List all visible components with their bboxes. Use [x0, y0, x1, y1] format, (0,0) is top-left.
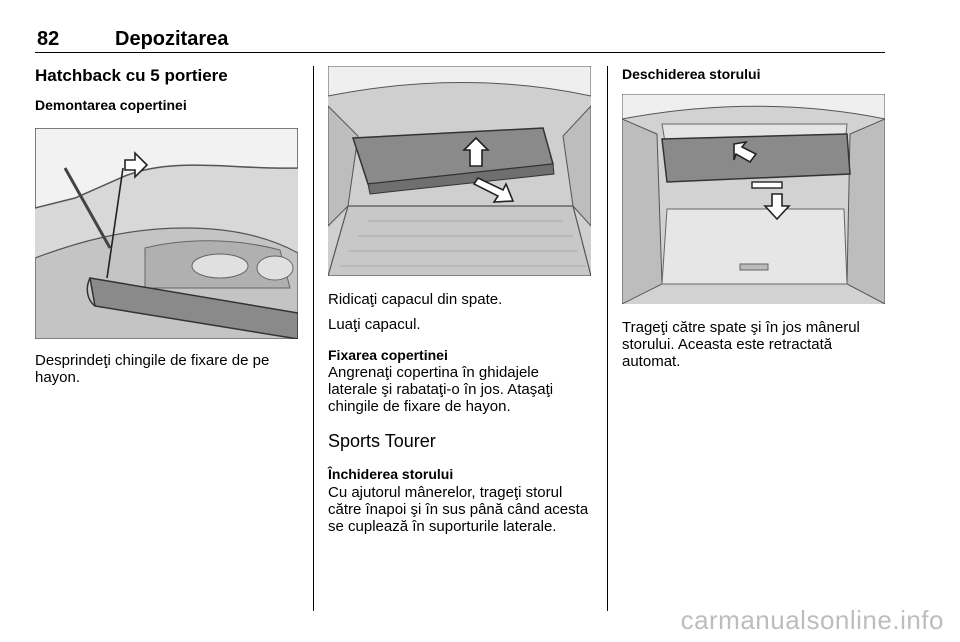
subsection-title-remove-cover: Demontarea copertinei [35, 97, 187, 113]
section-title-hatchback: Hatchback cu 5 portiere [35, 66, 228, 85]
instruction-lift-cover: Ridicaţi capacul din spate. [328, 291, 503, 308]
watermark[interactable]: carmanualsonline.info [680, 605, 944, 635]
instruction-take-cover: Luaţi capacul. [328, 316, 421, 333]
instruction-fix-cover: Angrenaţi copertina în ghidajele laterale şi rabataţi-o în jos. Ataşaţi chingile de fixare de hayon. [328, 364, 554, 415]
page-number: 82 [37, 28, 60, 50]
header-rule [35, 52, 885, 53]
subsection-title-close-blind: Închiderea storului [328, 466, 454, 482]
subsection-title-fix-cover: Fixarea copertinei [328, 347, 448, 363]
figure-lift-cover [328, 66, 591, 276]
figure-cover-removal [35, 128, 298, 339]
instruction-open-blind: Trageţi către spate şi în jos mânerul storului. Aceasta este retractată automat. [622, 319, 860, 370]
chapter-title: Depozitarea [115, 28, 229, 50]
caption-detach-straps: Desprindeţi chingile de fixare de pe hayon. [35, 352, 270, 386]
section-title-sports-tourer: Sports Tourer [328, 431, 436, 451]
column-divider-left [313, 66, 314, 611]
instruction-close-blind: Cu ajutorul mânerelor, trageţi storul către înapoi şi în sus până când acesta se cuplează în suporturile laterale. [328, 484, 589, 535]
column-divider-right [607, 66, 608, 611]
subsection-title-open-blind: Deschiderea storului [622, 66, 761, 82]
figure-open-blind [622, 94, 885, 304]
